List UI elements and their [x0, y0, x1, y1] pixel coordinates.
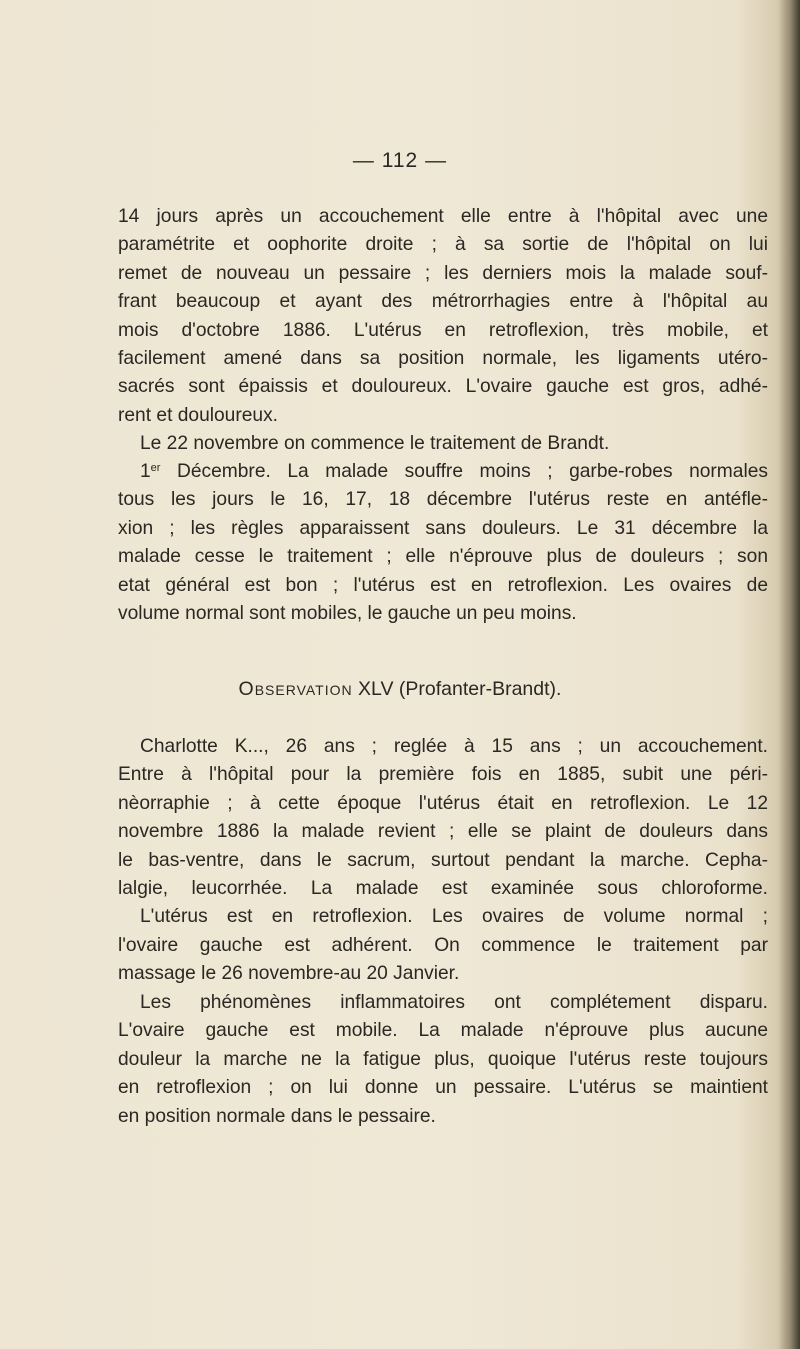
- observation-heading: [0, 675, 800, 703]
- page-edge-shadow: [778, 0, 800, 1349]
- paragraph-observation-case: [118, 733, 768, 989]
- text-line: lalgie, leucorrhée. La malade est examinée sous chloroforme.: [118, 878, 768, 900]
- text-line: tous les jours le 16, 17, 18 décembre l'utérus reste en antéfle-: [118, 489, 768, 511]
- text-line: frant beaucoup et ayant des métrorrhagies entre à l'hôpital au: [118, 291, 768, 313]
- page-number: — 112 —: [352, 149, 448, 172]
- text-line-first: [118, 458, 768, 486]
- text-line: l'ovaire gauche est adhérent. On commence le traitement par: [118, 934, 768, 956]
- text-line: xion ; les règles apparaissent sans douleurs. Le 31 décembre la: [118, 517, 768, 539]
- text-line: etat général est bon ; l'utérus est en retroflexion. Les ovaires de: [118, 574, 768, 596]
- paragraph-case-history: [118, 203, 768, 430]
- observation-label: Observation: [238, 678, 353, 700]
- observation-number: XLV: [358, 678, 394, 700]
- text-line: L'utérus est en retroflexion. Les ovaires de volume normal ;: [140, 906, 768, 928]
- text-line: le bas-ventre, dans le sacrum, surtout pendant la marche. Cepha-: [118, 849, 768, 871]
- text-line: en retroflexion ; on lui donne un pessaire. L'utérus se maintient: [118, 1077, 768, 1099]
- paragraph-outcome: [118, 989, 768, 1131]
- text-line: Charlotte K..., 26 ans ; reglée à 15 ans ; un accouchement.: [140, 736, 768, 757]
- text-line: en position normale dans le pessaire.: [118, 1105, 436, 1127]
- text-line: 14 jours après un accouchement elle entre à l'hôpital avec une: [118, 206, 768, 227]
- text-line: rent et douloureux.: [118, 404, 279, 426]
- text-line: Entre à l'hôpital pour la première fois en 1885, subit une péri-: [118, 764, 768, 786]
- text-line: massage le 26 novembre-au 20 Janvier.: [118, 963, 460, 985]
- paragraph-december-progress: [118, 458, 768, 628]
- date-day: 1: [140, 461, 151, 482]
- text-line: sacrés sont épaissis et douloureux. L'ovaire gauche est gros, adhé-: [118, 376, 768, 398]
- text-line-rest: Décembre. La malade souffre moins ; garbe-robes normales: [160, 461, 768, 482]
- text-line: facilement amené dans sa position normale, les ligaments utéro-: [118, 348, 768, 370]
- text-line: mois d'octobre 1886. L'utérus en retroflexion, très mobile, et: [118, 319, 768, 341]
- text-line: volume normal sont mobiles, le gauche un peu moins.: [118, 603, 577, 625]
- text-line: L'ovaire gauche est mobile. La malade n'éprouve plus aucune: [118, 1020, 768, 1042]
- text-line: paramétrite et oophorite droite ; à sa sortie de l'hôpital on lui: [118, 234, 768, 256]
- text-line: novembre 1886 la malade revient ; elle se plaint de douleurs dans: [118, 821, 768, 843]
- text-line: Le 22 novembre on commence le traitement de Brandt.: [140, 433, 610, 454]
- text-line: remet de nouveau un pessaire ; les derniers mois la malade souf-: [118, 262, 768, 284]
- text-line: malade cesse le traitement ; elle n'éprouve plus de douleurs ; son: [118, 546, 768, 568]
- observation-authors: (Profanter-Brandt).: [398, 678, 562, 700]
- paragraph-treatment-start: [118, 430, 768, 458]
- text-line: douleur la marche ne la fatigue plus, quoique l'utérus reste toujours: [118, 1048, 768, 1070]
- ordinal-suffix: er: [150, 462, 161, 474]
- text-line: nèorraphie ; à cette époque l'utérus était en retroflexion. Le 12: [118, 792, 768, 814]
- text-line: Les phénomènes inflammatoires ont complétement disparu.: [140, 992, 768, 1013]
